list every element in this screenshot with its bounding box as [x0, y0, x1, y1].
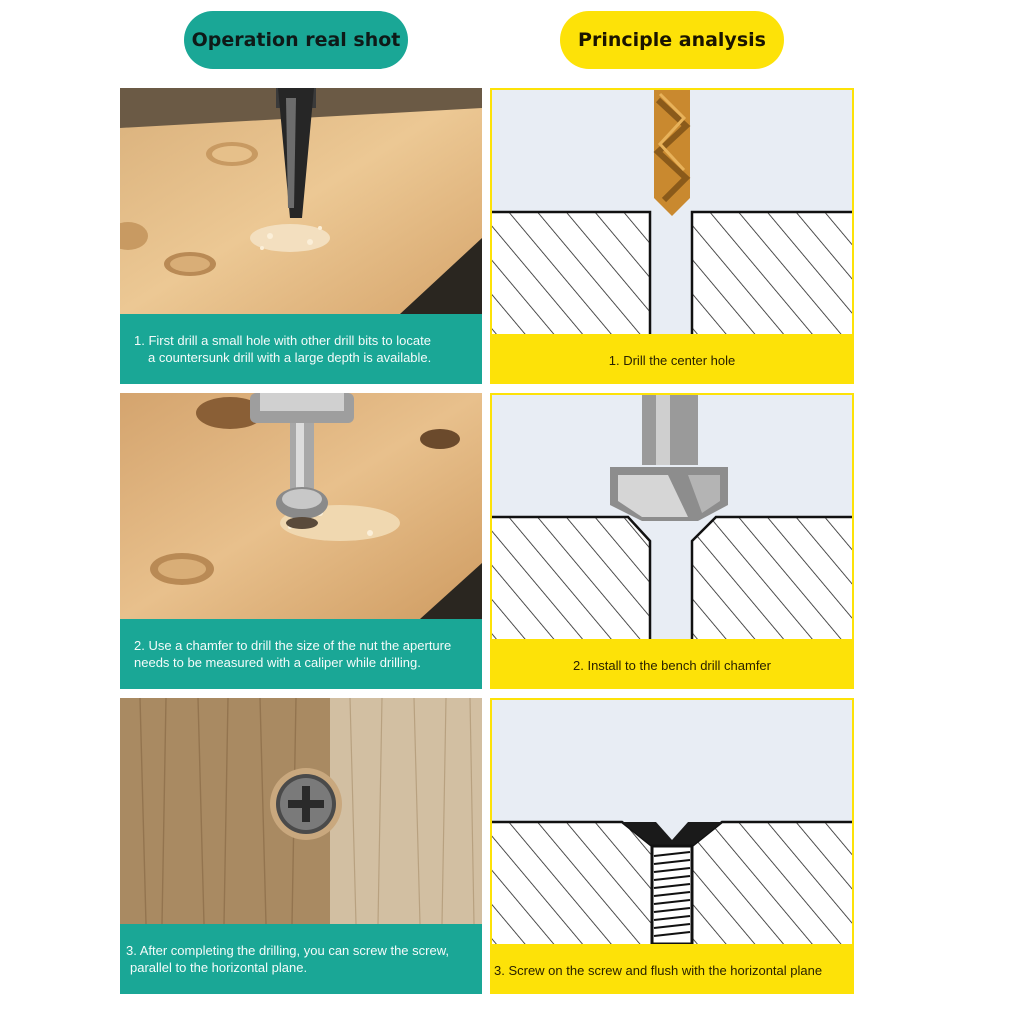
step3-photo-panel	[120, 698, 482, 994]
step3-diagram-caption-text: 3. Screw on the screw and flush with the horizontal plane	[494, 962, 823, 978]
step3-diagram-caption	[490, 946, 854, 994]
step2-photo	[120, 393, 482, 619]
step3-photo-caption	[120, 924, 482, 994]
step1-caption-line2: a countersunk drill with a large depth is available.	[148, 350, 432, 365]
step1-photo	[120, 88, 482, 314]
step2-diagram	[490, 393, 854, 641]
header-principle-analysis	[560, 11, 784, 69]
step1-diagram-caption-text: 1. Drill the center hole	[608, 352, 736, 368]
step1-photo-panel	[120, 88, 482, 384]
step2-diagram-caption	[490, 641, 854, 689]
step2-diagram-panel	[490, 393, 854, 689]
step1-diagram-panel	[490, 88, 854, 384]
step2-diagram-caption-text: 2. Install to the bench drill chamfer	[573, 657, 771, 673]
step1-caption-line1: 1. First drill a small hole with other drill bits to locate	[134, 333, 431, 348]
step2-caption-line2: needs to be measured with a caliper while drilling.	[134, 655, 421, 670]
step2-caption-line1: 2. Use a chamfer to drill the size of the nut the aperture	[134, 638, 452, 653]
step3-caption-line2: parallel to the horizontal plane.	[130, 960, 308, 975]
step2-photo-panel	[120, 393, 482, 689]
header-operation-real-shot	[184, 11, 408, 69]
header-left-label: Operation real shot	[191, 29, 401, 51]
step3-photo	[120, 698, 482, 924]
step3-diagram-panel	[490, 698, 854, 994]
step1-photo-caption	[120, 314, 482, 384]
step2-photo-caption	[120, 619, 482, 689]
step1-diagram	[490, 88, 854, 336]
step3-diagram	[490, 698, 854, 946]
header-right-label: Principle analysis	[578, 29, 766, 51]
step1-diagram-caption	[490, 336, 854, 384]
step3-caption-line1: 3. After completing the drilling, you can screw the screw,	[126, 943, 449, 958]
